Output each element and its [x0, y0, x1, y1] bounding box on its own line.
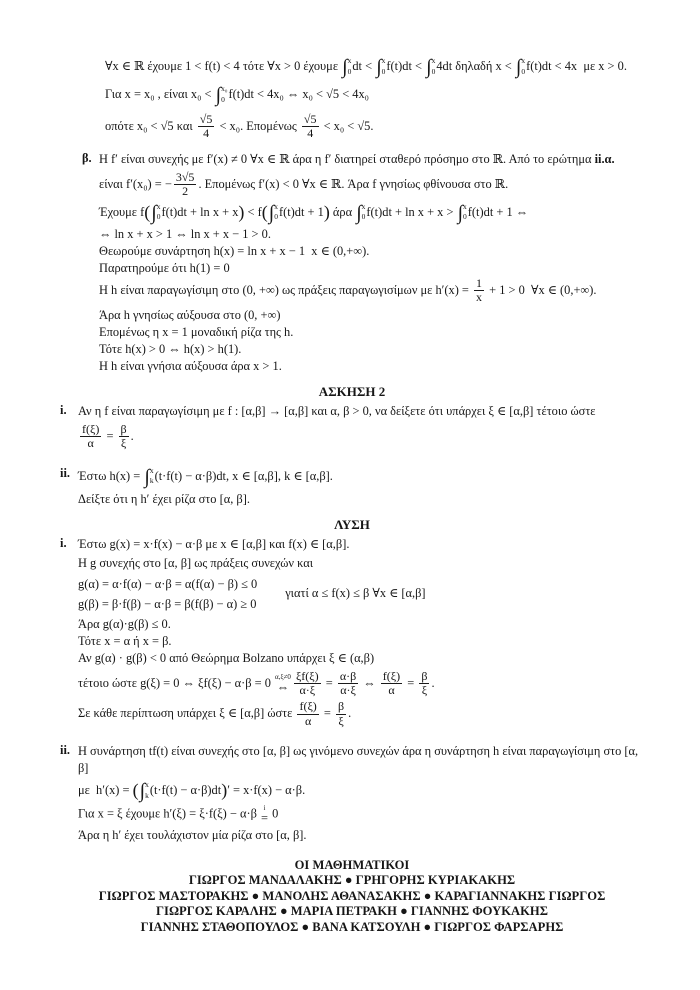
reference-label: ii.α.: [594, 151, 615, 166]
text-run: . Επομένως f′(x) < 0 ∀x ∈ ℝ. Άρα f γνησίως φθίνουσα στο ℝ.: [198, 176, 509, 191]
formula-line: [78, 633, 644, 650]
text-run: g(β) = β·f(β) − α·β = β(f(β) − α) ≥ 0: [78, 596, 257, 611]
paragraph: [78, 743, 644, 777]
text-run: είναι f′(x₀) = −: [99, 176, 172, 191]
paragraph: [78, 403, 644, 420]
formula-line: [78, 423, 644, 451]
text-run: 4dt δηλαδή x <: [436, 58, 515, 73]
text-run: ⇔ ln x + x > 1 ⇔ ln x + x − 1 > 0.: [99, 226, 271, 241]
formula-line: [78, 670, 644, 698]
paragraph: [99, 324, 644, 341]
text-run: με h′(x) =: [78, 783, 133, 798]
formula-line: [78, 805, 644, 824]
integral-0-x: ∫ x 0: [457, 201, 467, 224]
text-run: =: [322, 675, 336, 690]
g-values-block: [78, 574, 644, 614]
text-run: =: [320, 706, 334, 721]
text-run: Για x = x₀ , είναι x₀ <: [105, 86, 215, 101]
fraction-beta-xi: $\frac{\beta}{\xi}$: [337, 699, 345, 728]
footer-names-line: ΓΙΩΡΓΟΣ ΜΑΣΤΟΡΑΚΗΣ ● ΜΑΝΟΛΗΣ ΑΘΑΝΑΣΑΚΗΣ ● ΚΑΡΑΓΙΑΝΝΑΚΗΣ ΓΙΩΡΓΟΣ: [98, 888, 606, 903]
text-run: γιατί α ≤ f(x) ≤ β ∀x ∈ [α,β]: [285, 586, 426, 600]
integral-k-x: ∫ x k: [139, 780, 149, 803]
formula-line: [99, 341, 644, 358]
paragraph: [78, 555, 644, 572]
right-paren: ): [221, 780, 228, 801]
text-run: ⇔: [360, 675, 379, 690]
left-paren: (: [132, 780, 139, 801]
fraction-fxi-alpha: $\frac{f(\xi)}{\alpha}$: [382, 668, 401, 697]
text-run: Η h είναι παραγωγίσιμη στο (0, +∞) ως πράξεις παραγωγισίμων με h′(x) =: [99, 282, 473, 297]
integral-0-x: ∫ x 0: [342, 56, 352, 78]
exercise2-item-i: [60, 403, 644, 454]
text-run: Επομένως η x = 1 μοναδική ρίζα της h.: [99, 324, 294, 339]
text-run: Η f′ είναι συνεχής με f′(x) ≠ 0 ∀x ∈ ℝ άρα η f′ διατηρεί σταθερό πρόσημο στο ℝ. Από το ερώτημα: [99, 151, 595, 166]
integral-0-x0: ∫ x₀ 0: [215, 84, 228, 106]
formula-line: [99, 277, 644, 305]
text-run: + 1 > 0 ∀x ∈ (0,+∞).: [486, 282, 597, 297]
text-run: Θεωρούμε συνάρτηση h(x) = ln x + x − 1 x ∈ (0,+∞).: [99, 243, 370, 258]
solution-item-ii: [60, 743, 644, 843]
text-run: =: [404, 675, 418, 690]
text-run: Παρατηρούμε ότι h(1) = 0: [99, 260, 230, 275]
integral-0-x: ∫ x 0: [515, 56, 526, 78]
text-run: Τότε x = α ή x = β.: [78, 633, 172, 648]
formula-line: [99, 243, 644, 260]
formula-line: [105, 56, 644, 78]
exercise1-continuation: [105, 56, 644, 141]
paragraph: [78, 491, 644, 508]
text-run: = x·f(x) − α·β.: [229, 783, 306, 798]
footer-names-line: ΓΙΑΝΝΗΣ ΣΤΑΘΟΠΟΥΛΟΣ ● ΒΑΝΑ ΚΑΤΣΟΥΛΗ ● ΓΙΩΡΓΟΣ ΦΑΡΣΑΡΗΣ: [140, 919, 564, 934]
right-paren: ): [323, 201, 330, 222]
fraction-sqrt5-4: $\frac{√5}{4}$: [199, 112, 213, 141]
formula-line: [99, 260, 644, 277]
text-run: f(t)dt + ln x + x >: [366, 204, 457, 219]
text-run: ∀x ∈ ℝ έχουμε 1 < f(t) < 4 τότε ∀x > 0 έχουμε: [105, 58, 342, 73]
fraction-ab-axi: $\frac{\alpha\cdot\beta}{\alpha\cdot\xi}$: [339, 668, 357, 697]
fraction-1-x: $\frac{1}{x}$: [476, 275, 483, 305]
text-run: Αν g(α) · g(β) < 0 από Θεώρημα Bolzano υπάρχει ξ ∈ (α,β): [78, 650, 375, 665]
text-run: Η συνάρτηση tf(t) είναι συνεχής στο [α, β] ως γινόμενο συνεχών άρα η συνάρτηση h είναι παραγωγίσιμη στο [α, β]: [78, 744, 642, 776]
section-beta: [82, 151, 644, 375]
integral-0-x: ∫ x 0: [151, 201, 161, 224]
formula-line: [99, 171, 644, 199]
fraction-fxi-alpha: $\frac{f(\xi)}{\alpha}$: [299, 699, 317, 728]
text-run: Η g συνεχής στο [α, β] ως πράξεις συνεχών και: [78, 555, 314, 570]
formula-line: [105, 84, 644, 106]
footer-credits: [60, 858, 644, 936]
integral-0-x: ∫ x 0: [356, 201, 366, 224]
text-run: f(t)dt < 4x με x > 0.: [526, 58, 627, 73]
left-paren: (: [261, 201, 268, 222]
integral-0-x: ∫ x 0: [376, 56, 386, 78]
text-run: f(t)dt + 1 ⇔: [467, 204, 529, 219]
text-run: f(t)dt + ln x + x: [161, 204, 239, 219]
text-run: f(t)dt + 1: [278, 204, 324, 219]
text-run: dt <: [352, 58, 376, 73]
text-run: Άρα g(α)·g(β) ≤ 0.: [78, 616, 171, 631]
item-marker-i: i.: [60, 402, 67, 417]
fraction-beta-xi: $\frac{\beta}{\xi}$: [120, 421, 127, 451]
footer-title: ΟΙ ΜΑΘΗΜΑΤΙΚΟΙ: [294, 857, 410, 872]
paragraph: [99, 358, 644, 375]
text-run: (t·f(t) − α·β)dt: [149, 783, 222, 798]
text-run: f(t)dt <: [386, 58, 426, 73]
formula-line: [78, 574, 257, 594]
text-run: άρα: [329, 204, 356, 219]
fraction-3sqrt5-2: $\frac{3√5}{2}$: [175, 169, 195, 199]
text-run: οπότε x₀ < √5 και: [105, 118, 196, 133]
text-run: < x₀ < √5.: [320, 118, 374, 133]
text-run: .: [348, 706, 352, 721]
formula-line: [78, 466, 644, 488]
text-run: .: [431, 675, 435, 690]
formula-line: [99, 202, 644, 224]
text-run: g(α) = α·f(α) − α·β = α(f(α) − β) ≤ 0: [78, 576, 258, 591]
prime-mark: ′: [227, 783, 230, 798]
right-paren: ): [238, 201, 245, 222]
paragraph: [78, 827, 644, 844]
text-run: Έχουμε f: [99, 204, 145, 219]
paragraph: [78, 650, 644, 667]
integral-0-x: ∫ x 0: [426, 56, 436, 78]
text-run: Έστω h(x) =: [78, 468, 144, 483]
formula-line: [105, 113, 644, 141]
formula-line: [78, 700, 644, 728]
formula-line: [78, 780, 644, 802]
fraction-xifxi-axi: $\frac{\xi f(\xi)}{\alpha\cdot\xi}$: [295, 668, 319, 697]
text-run: Άρα h γνησίως αύξουσα στο (0, +∞): [99, 307, 281, 322]
solution-heading: ΛΥΣΗ: [334, 516, 370, 532]
iff-arrow-with-condition: α,ξ≠0 ⇔: [275, 672, 291, 694]
footer-names-line: ΓΙΩΡΓΟΣ ΜΑΝΔΑΛΑΚΗΣ ● ΓΡΗΓΟΡΗΣ ΚΥΡΙΑΚΑΚΗΣ: [188, 873, 516, 888]
formula-line: [99, 226, 644, 243]
text-run: (t·f(t) − α·β)dt, x ∈ [α,β], k ∈ [α,β].: [154, 468, 333, 483]
item-marker-i: i.: [60, 535, 67, 550]
fraction-beta-xi: $\frac{\beta}{\xi}$: [421, 668, 428, 697]
equals-with-reference-i: i =: [260, 804, 268, 826]
text-run: τέτοιο ώστε g(ξ) = 0 ⇔ ξf(ξ) − α·β = 0: [78, 675, 275, 690]
paragraph: [99, 307, 644, 324]
paragraph: [99, 151, 644, 168]
text-run: Αν η f είναι παραγωγίσιμη με f : [α,β] → [α,β] και α, β > 0, να δείξετε ότι υπάρχει ξ ∈ [α,β] τέτοιο ώστε: [78, 403, 596, 418]
text-run: Έστω g(x) = x·f(x) − α·β με x ∈ [α,β] και f(x) ∈ [α,β].: [78, 536, 350, 551]
section-marker: β.: [82, 150, 92, 165]
text-run: Τότε h(x) > 0 ⇔ h(x) > h(1).: [99, 341, 242, 356]
text-run: =: [103, 428, 117, 443]
fraction-fxi-alpha: $\frac{f(\xi)}{\alpha}$: [82, 421, 100, 451]
text-run: Άρα η h′ έχει τουλάχιστον μία ρίζα στο [α, β].: [78, 827, 307, 842]
item-marker-ii: ii.: [60, 465, 70, 480]
text-run: f(t)dt < 4x₀ ⇔ x₀ < √5 < 4x₀: [228, 86, 369, 101]
text-run: Για x = ξ έχουμε h′(ξ) = ξ·f(ξ) − α·β: [78, 806, 260, 821]
justification-note: [285, 585, 425, 602]
text-run: < x₀. Επομένως: [216, 118, 300, 133]
exercise2-item-ii: [60, 466, 644, 508]
item-marker-ii: ii.: [60, 743, 70, 758]
integral-k-x: ∫ x k: [144, 465, 154, 488]
fraction-sqrt5-4: $\frac{√5}{4}$: [303, 112, 317, 141]
text-run: Η h είναι γνήσια αύξουσα άρα x > 1.: [99, 358, 282, 373]
integral-0-x: ∫ x 0: [268, 201, 278, 224]
text-run: < f: [244, 204, 262, 219]
footer-names-line: ΓΙΩΡΓΟΣ ΚΑΡΑΛΗΣ ● ΜΑΡΙΑ ΠΕΤΡΑΚΗ ● ΓΙΑΝΝΗΣ ΦΟΥΚΑΚΗΣ: [156, 904, 548, 919]
exercise2-heading: ΑΣΚΗΣΗ 2: [318, 383, 386, 399]
solution-item-i: [60, 536, 644, 732]
formula-line: [78, 594, 257, 614]
text-run: Σε κάθε περίπτωση υπάρχει ξ ∈ [α,β] ώστε: [78, 706, 296, 721]
text-run: .: [130, 428, 134, 443]
text-run: 0: [268, 806, 279, 821]
left-paren: (: [144, 201, 151, 222]
text-run: Δείξτε ότι η h′ έχει ρίζα στο [α, β].: [78, 491, 250, 506]
formula-line: [78, 536, 644, 553]
formula-line: [78, 616, 644, 633]
